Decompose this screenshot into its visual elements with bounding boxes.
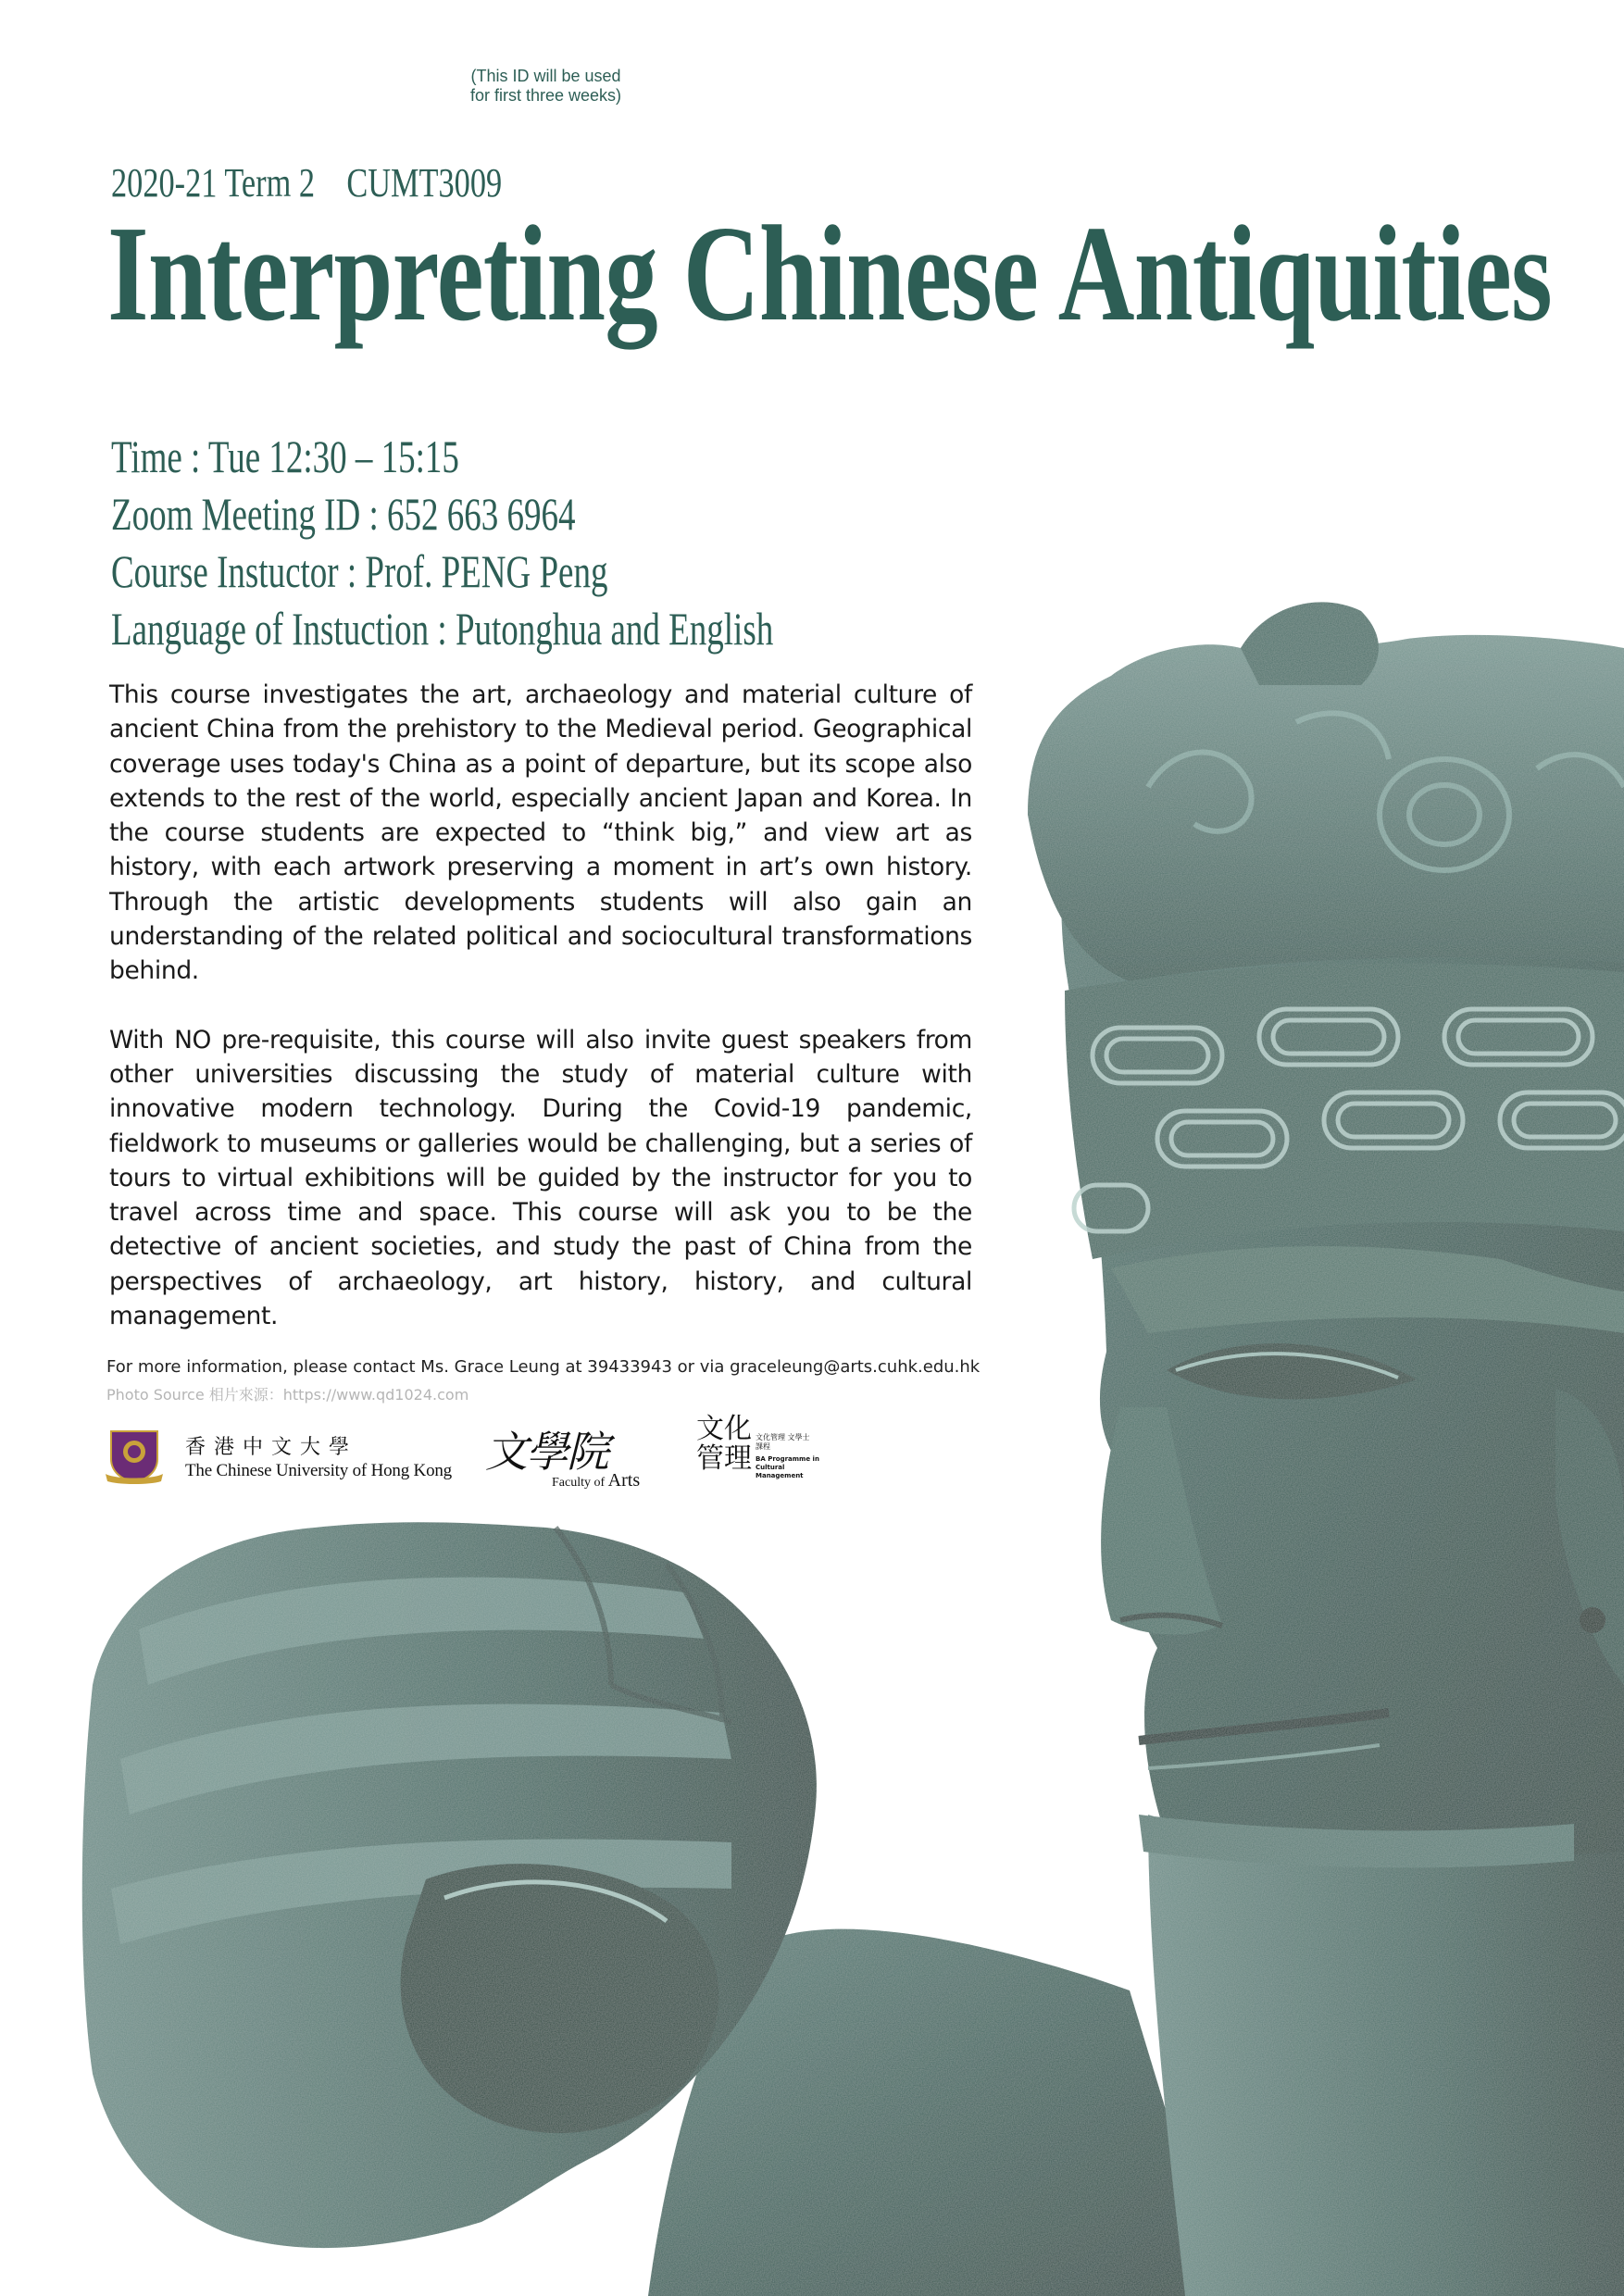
description-paragraph-2: With NO pre-requisite, this course will also invite guest speakers from other universities discussing the study of material culture with innovative modern technology. During the Covid-19 pandemic, fieldwork to museums or galleries would be challenging, but a series of tours to virtual exhibitions will be guided by the instructor for you to travel across time and space. This course will ask you to be the detective of ancient societies, and study the past of China from the perspectives of archaeology, art history, history, and cultural management. [109,1025,972,1331]
course-time: Time : Tue 12:30 – 15:15 [111,430,459,482]
faculty-of-arts-logo [485,1418,652,1502]
language-of-instruction: Language of Instuction : Putonghua and English [111,603,774,655]
photo-source: Photo Source 相片來源：https://www.qd1024.com [106,1386,469,1404]
cultural-management-logo [696,1415,854,1498]
course-info-block [111,428,1006,657]
logo-row [104,1415,844,1498]
arts-chinese-name: 文學院 [485,1427,607,1477]
course-instructor: Course Instuctor : Prof. PENG Peng [111,545,608,597]
description-paragraph-1: This course investigates the art, archaeology and material culture of ancient China from the prehistory to the Medieval period. Geographical coverage uses today's China as a point of departure, but its scope also extends to the rest of the world, especially ancient Japan and Korea. In the course students are expected to “think big,” and view art as history, with each artwork preserving a moment in art’s own history. Through the artistic developments students will also gain an understanding of the related political and sociocultural transformations behind. [109,680,972,986]
cuhk-crest-icon [104,1428,165,1487]
zoom-note-line-1: (This ID will be used [470,67,621,85]
zoom-note-line-2: for first three weeks) [470,86,622,105]
contact-info: For more information, please contact Ms. Grace Leung at 39433943 or via graceleung@arts.cuhk.edu.hk [106,1357,981,1377]
cuhk-logo [104,1428,452,1492]
term-label: 2020-21 Term 2 [111,160,316,206]
zoom-meeting-id: Zoom Meeting ID : 652 663 6964 [111,488,576,540]
course-description [109,678,972,1367]
cm-chinese-mark: 文化管理 [696,1413,752,1475]
cm-chinese-caption: 文化管理 文學士課程 [756,1433,810,1451]
zoom-row [111,485,1006,543]
arts-english-name [552,1470,640,1491]
course-title: Interpreting Chinese Antiquities [107,198,1552,350]
arts-faculty-of: Faculty of [552,1476,606,1490]
zoom-note [470,67,621,106]
cuhk-chinese-name: 香港中文大學 [185,1436,358,1459]
course-code: CUMT3009 [346,160,503,206]
arts-arts-word: Arts [607,1470,641,1491]
cm-english-caption: BA Programme in Cultural Management [756,1455,819,1479]
cuhk-english-name: The Chinese University of Hong Kong [185,1461,452,1480]
